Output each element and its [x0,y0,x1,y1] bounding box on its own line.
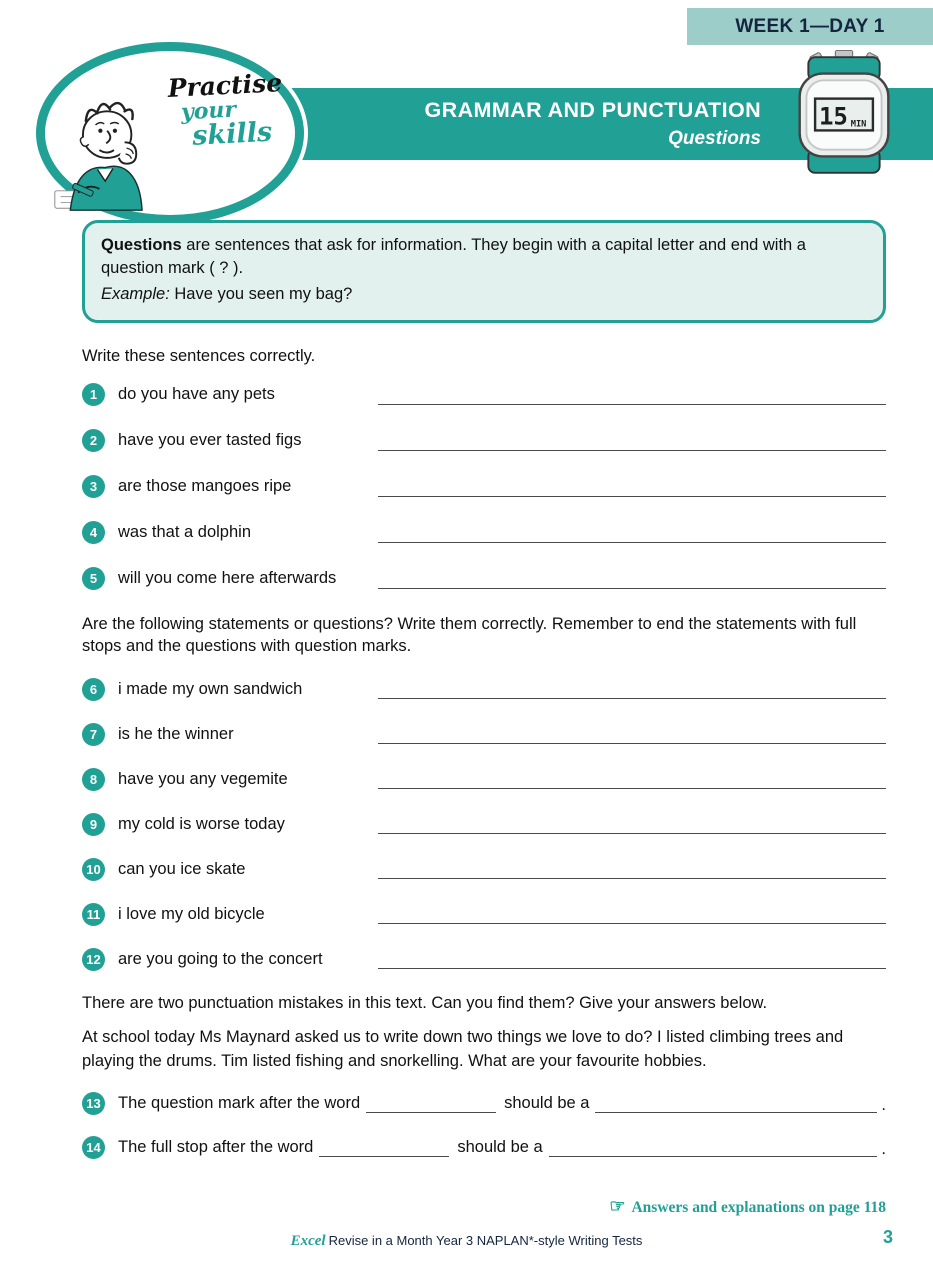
answer-blank[interactable] [378,954,886,969]
question-text-mid: should be a [457,1137,543,1156]
question-number-badge: 9 [82,813,105,836]
question-row [82,857,886,881]
question-number-badge: 1 [82,383,105,406]
timer-watch [791,50,897,180]
answer-blank[interactable] [378,819,886,834]
answer-blank[interactable] [378,864,886,879]
page-number: 3 [882,1227,893,1247]
question-text: have you any vegemite [118,769,288,788]
instruction-2: Are the following statements or questions? Write them correctly. Remember to end the statements with full stops and the questions with question marks. [82,614,857,655]
question-row [82,1135,886,1159]
question-number-badge: 13 [82,1092,105,1115]
question-number-badge: 5 [82,567,105,590]
answers-note [609,1196,886,1217]
page-subtitle: Questions [668,128,761,149]
answer-blank[interactable] [378,574,886,589]
answer-blank[interactable] [378,909,886,924]
answer-blank[interactable] [378,729,886,744]
question-number-badge: 3 [82,475,105,498]
question-text: do you have any pets [118,385,275,404]
header-titles [425,98,761,150]
question-text-pre: The full stop after the word [118,1137,314,1156]
question-number-badge: 14 [82,1136,105,1159]
sentence-period: . [881,1140,886,1159]
question-number-badge: 7 [82,723,105,746]
logo-words [167,70,285,151]
sentence-period: . [881,1096,886,1115]
answer-blank[interactable] [378,390,886,405]
question-row [82,567,886,591]
logo-word-skills: skills [191,116,273,152]
book-title-footer [0,1233,933,1250]
practise-skills-logo [36,42,304,224]
question-text-pre: The question mark after the word [118,1093,361,1112]
question-list-1 [82,383,886,591]
question-text: i love my old bicycle [118,904,265,923]
question-text: is he the winner [118,724,234,743]
question-text: will you come here afterwards [118,569,337,588]
pointing-hand-icon: ☞ [609,1196,626,1216]
answer-blank[interactable] [378,528,886,543]
question-row [82,767,886,791]
answer-blank-word[interactable] [319,1142,449,1157]
question-text: can you ice skate [118,859,246,878]
answer-blank[interactable] [378,436,886,451]
answer-blank[interactable] [378,684,886,699]
question-row [82,383,886,407]
question-number-badge: 12 [82,948,105,971]
question-number-badge: 11 [82,903,105,926]
timer-unit: MIN [850,119,867,130]
question-row [82,902,886,926]
logo-word-your: your [179,96,237,125]
logo-word-practise: Practise [166,68,283,104]
page-title: GRAMMAR AND PUNCTUATION [424,98,761,122]
question-row [82,521,886,545]
book-title-text: Revise in a Month Year 3 NAPLAN*-style Writing Tests [328,1233,643,1248]
info-body: are sentences that ask for information. They begin with a capital letter and end with a question mark ( ? ). [101,236,806,278]
instruction-3: There are two punctuation mistakes in this text. Can you find them? Give your answers below. [82,994,768,1013]
question-row [82,812,886,836]
question-row [82,677,886,701]
question-number-badge: 4 [82,521,105,544]
question-text-mid: should be a [504,1093,590,1112]
timer-value: 15 [818,102,848,131]
example-text: Have you seen my bag? [174,284,353,303]
info-box [82,220,886,323]
question-number-badge: 8 [82,768,105,791]
question-text: my cold is worse today [118,814,285,833]
worksheet-content [82,220,886,1179]
question-number-badge: 6 [82,678,105,701]
question-list-2 [82,677,886,971]
answer-blank-mark[interactable] [595,1098,877,1113]
answer-blank-word[interactable] [366,1098,496,1113]
question-row [82,475,886,499]
info-lead: Questions [101,236,182,254]
question-number-badge: 2 [82,429,105,452]
book-brand: Excel [290,1233,326,1249]
question-number-badge: 10 [82,858,105,881]
question-text: was that a dolphin [118,523,252,542]
instruction-1: Write these sentences correctly. [82,347,316,366]
example-label: Example: [101,284,170,303]
question-row [82,429,886,453]
question-list-3 [82,1091,886,1159]
cartoon-student-icon [49,93,175,213]
answer-blank[interactable] [378,774,886,789]
question-row [82,947,886,971]
week-day-banner [687,8,933,45]
answer-blank-mark[interactable] [549,1142,878,1157]
question-text: i made my own sandwich [118,679,303,698]
answers-note-text: Answers and explanations on page 118 [631,1199,886,1216]
week-day-label: WEEK 1—DAY 1 [735,15,885,37]
question-text: are those mangoes ripe [118,477,292,496]
question-row [82,1091,886,1115]
question-text: are you going to the concert [118,949,323,968]
question-row [82,722,886,746]
passage-text: At school today Ms Maynard asked us to write down two things we love to do? I listed climbing trees and playing the drums. Tim listed fishing and snorkelling. What are your favourite hobbies. [82,1028,844,1070]
answer-blank[interactable] [378,482,886,497]
timer-watch-icon [791,50,897,180]
question-text: have you ever tasted figs [118,431,302,450]
